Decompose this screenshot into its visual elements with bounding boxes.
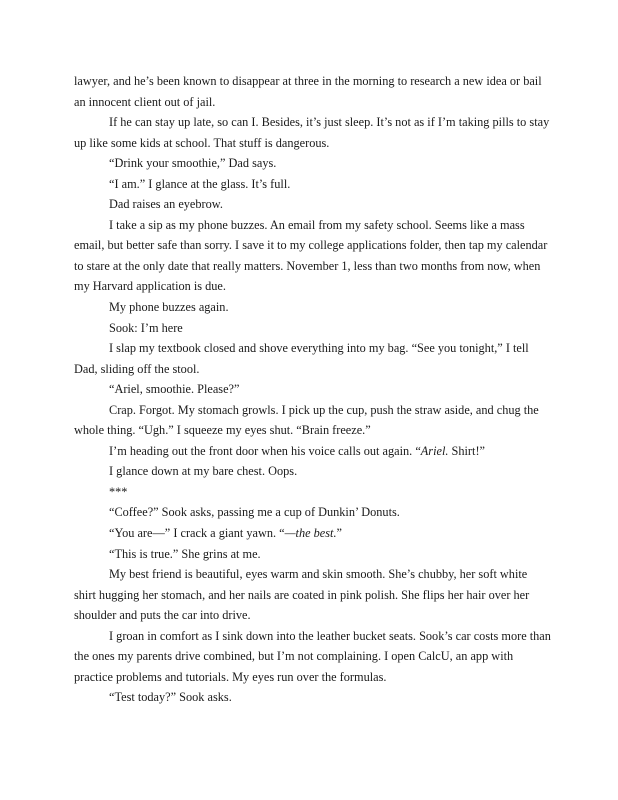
text-line: “I am.” I glance at the glass. It’s full.	[109, 176, 291, 191]
paragraph	[74, 379, 550, 400]
paragraph	[74, 112, 550, 153]
paragraph	[74, 523, 550, 544]
text-segment: “You are—” I crack a giant yawn. “	[109, 526, 285, 541]
text-line: I slap my textbook closed and shove everything into my bag. “See you tonight,” I tell	[109, 341, 529, 356]
text-line	[74, 441, 550, 462]
paragraph	[74, 687, 550, 708]
paragraph	[74, 482, 550, 503]
paragraph	[74, 502, 550, 523]
text-line: My best friend is beautiful, eyes warm and skin smooth. She’s chubby, her soft white	[109, 567, 528, 582]
text-line: I glance down at my bare chest. Oops.	[109, 464, 298, 479]
text-line: I take a sip as my phone buzzes. An email from my safety school. Seems like a mass	[109, 217, 525, 232]
paragraph	[74, 71, 550, 112]
text-line: shirt hugging her stomach, and her nails are coated in pink polish. She flips her hair over her	[74, 587, 530, 602]
paragraph	[74, 318, 550, 339]
text-line: whole thing. “Ugh.” I squeeze my eyes shut. “Brain freeze.”	[74, 423, 371, 438]
text-line: Dad, sliding off the stool.	[74, 361, 200, 376]
text-line: to stare at the only date that really matters. November 1, less than two months from now, when	[74, 258, 541, 273]
paragraph	[74, 297, 550, 318]
text-line: “This is true.” She grins at me.	[109, 546, 261, 561]
text-line: lawyer, and he’s been known to disappear at three in the morning to research a new idea or bail	[74, 74, 542, 88]
text-segment: I’m heading out the front door when his voice calls out again. “	[109, 443, 421, 458]
text-line: “Coffee?” Sook asks, passing me a cup of Dunkin’ Donuts.	[109, 505, 400, 520]
text-segment: Shirt!”	[448, 443, 485, 458]
text-segment: ”	[336, 526, 343, 541]
paragraph	[74, 441, 550, 462]
text-line: shoulder and puts the car into drive.	[74, 608, 251, 623]
paragraph	[74, 215, 550, 297]
paragraph	[74, 461, 550, 482]
text-line: up like some kids at school. That stuff is dangerous.	[74, 135, 330, 150]
text-line: My phone buzzes again.	[109, 300, 229, 315]
paragraph	[74, 194, 550, 215]
paragraph	[74, 544, 550, 565]
text-line: Crap. Forgot. My stomach growls. I pick up the cup, push the straw aside, and chug the	[109, 402, 539, 417]
text-line: Sook: I’m here	[109, 320, 183, 335]
text-line: practice problems and tutorials. My eyes run over the formulas.	[74, 669, 387, 684]
text-line: If he can stay up late, so can I. Besides, it’s just sleep. It’s not as if I’m taking pills to stay	[109, 115, 550, 130]
paragraph	[74, 338, 550, 379]
text-line: Dad raises an eyebrow.	[109, 197, 223, 212]
text-line: the ones my parents drive combined, but I’m not complaining. I open CalcU, an app with	[74, 649, 514, 664]
text-line: an innocent client out of jail.	[74, 94, 216, 109]
paragraph	[74, 564, 550, 626]
text-line: “Test today?” Sook asks.	[109, 690, 232, 705]
text-line: “Ariel, smoothie. Please?”	[109, 382, 240, 397]
italic-text: —the best.	[284, 526, 337, 541]
paragraph	[74, 626, 550, 688]
text-line: my Harvard application is due.	[74, 279, 226, 294]
text-line: ***	[109, 484, 128, 499]
italic-text: Ariel.	[420, 443, 449, 458]
text-line: I groan in comfort as I sink down into the leather bucket seats. Sook’s car costs more than	[109, 628, 551, 643]
text-line	[74, 523, 550, 544]
paragraph	[74, 174, 550, 195]
text-line: “Drink your smoothie,” Dad says.	[109, 156, 277, 171]
body-text	[74, 71, 550, 708]
text-line: email, but better safe than sorry. I save it to my college applications folder, then tap my calendar	[74, 238, 548, 253]
paragraph	[74, 400, 550, 441]
paragraph	[74, 153, 550, 174]
